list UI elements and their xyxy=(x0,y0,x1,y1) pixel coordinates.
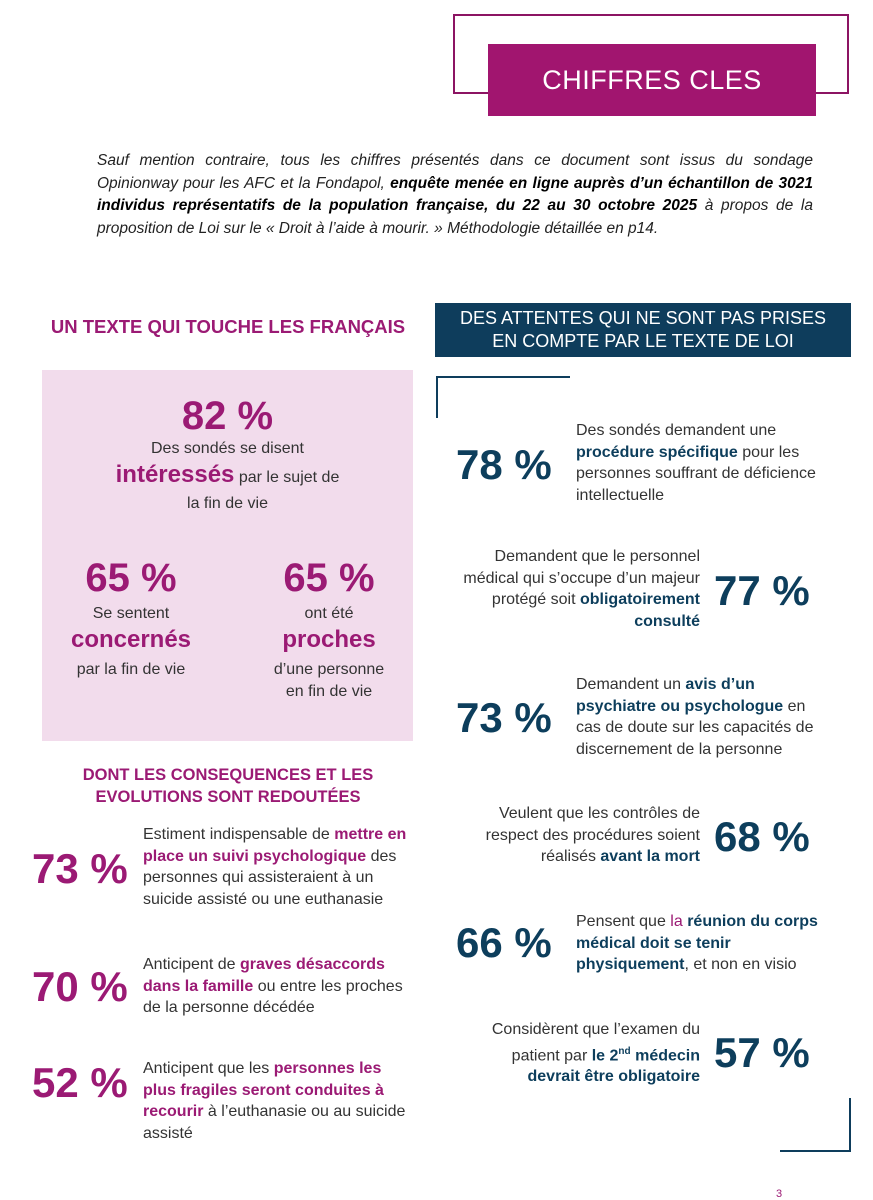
stat-82-text-line3: la fin de vie xyxy=(187,495,268,512)
right-item-6-pre: Considèrent que l’examen du patient par xyxy=(491,1021,700,1064)
stat-65a-text-line3: par la fin de vie xyxy=(76,661,186,678)
right-item-5-percent: 66 % xyxy=(456,919,552,966)
left-item-2-pre: Anticipent de xyxy=(143,956,240,973)
left-item-2-percent: 70 % xyxy=(32,963,128,1010)
right-item-1-post: pour les personnes souffrant de déficience intellectuelle xyxy=(576,443,816,504)
right-item-3-percent: 73 % xyxy=(456,694,552,741)
intro-bold-text: enquête menée en ligne auprès d’un échantillon de 3021 individus représentatifs de la population française, du 22 au 30 octobre 2025 xyxy=(97,174,813,214)
right-item-5-text xyxy=(576,911,838,976)
stat-82-text-line1: Des sondés se disent xyxy=(151,440,304,457)
right-item-6-text xyxy=(466,1019,700,1088)
left-item-2-post: ou entre les proches de la personne décédée xyxy=(143,977,403,1016)
right-item-1-bold: procédure spécifique xyxy=(576,443,738,461)
stat-82-keyword: intéressés xyxy=(115,461,235,488)
page-title: CHIFFRES CLES xyxy=(488,44,816,116)
left-item-1-post: des personnes qui assisteraient à un suicide assisté ou une euthanasie xyxy=(143,847,397,908)
stat-65b-text-b: en fin de vie xyxy=(285,683,373,700)
stat-65b-text-a: d’une personne xyxy=(273,661,385,678)
page-number: 3 xyxy=(776,1188,783,1200)
left-item-1-pre: Estiment indispensable de xyxy=(143,826,335,843)
right-item-1-percent: 78 % xyxy=(456,441,552,488)
right-item-2-percent: 77 % xyxy=(714,567,810,614)
right-item-4-bold: avant la mort xyxy=(600,848,700,865)
left-item-3-post: à l’euthanasie ou au suicide assisté xyxy=(143,1103,406,1142)
right-item-3-bold: avis d’un psychiatre ou psychologue xyxy=(576,676,784,715)
left-subheading xyxy=(42,764,414,808)
left-item-1-bold: mettre en place un suivi psychologique xyxy=(143,826,407,865)
right-item-3-text xyxy=(576,674,834,760)
right-item-2-text xyxy=(456,546,700,632)
right-item-5-pre: Pensent que xyxy=(576,913,671,930)
right-item-6-percent: 57 % xyxy=(714,1029,810,1076)
stat-65b-percent: 65 % xyxy=(283,556,375,600)
left-subheading-line2: EVOLUTIONS SONT REDOUTÉES xyxy=(95,788,361,806)
right-item-2-bold: obligatoirement consulté xyxy=(579,591,700,630)
right-item-3-post: en cas de doute sur les capacités de discernement de la personne xyxy=(576,697,814,758)
intro-text-end: à propos de la proposition de Loi sur le « Droit à l’aide à mourir. » Méthodologie détaillée en p14. xyxy=(97,197,813,237)
right-item-1-text xyxy=(576,420,836,506)
right-item-4-percent: 68 % xyxy=(714,813,810,860)
right-item-6-bold2: médecin devrait être obligatoire xyxy=(527,1046,700,1086)
left-item-2-text xyxy=(143,954,413,1019)
stat-82-percent: 82 % xyxy=(181,394,274,438)
left-item-3-percent: 52 % xyxy=(32,1059,128,1106)
right-item-6-bold: le 2 xyxy=(591,1046,619,1064)
right-heading-line1: DES ATTENTES QUI NE SONT PAS PRISES xyxy=(459,308,827,328)
right-item-5-bold: réunion du corps médical doit se tenir physiquement xyxy=(576,913,818,973)
stat-65a-text-line1: Se sentent xyxy=(92,605,170,622)
right-item-5-article: la xyxy=(670,913,688,930)
left-item-2-bold: graves désaccords dans la famille xyxy=(143,956,385,995)
right-item-4-pre: Veulent que les contrôles de respect des procédures soient réalisés xyxy=(485,805,700,865)
left-item-1-text xyxy=(143,824,413,910)
left-subheading-line1: DONT LES CONSEQUENCES ET LES xyxy=(82,766,374,784)
right-item-4-text xyxy=(466,803,700,868)
right-section-heading xyxy=(435,303,851,357)
stat-82-text-line2 xyxy=(42,461,413,489)
right-item-5-post: , et non en visio xyxy=(684,956,797,973)
left-section-heading: UN TEXTE QUI TOUCHE LES FRANÇAIS xyxy=(50,316,406,337)
right-item-1-pre: Des sondés demandent une xyxy=(576,422,777,439)
left-item-1-percent: 73 % xyxy=(32,845,128,892)
right-item-2-pre: Demandent que le personnel médical qui s’occupe d’un majeur protégé soit xyxy=(463,548,700,608)
right-item-6-sup: nd xyxy=(618,1045,631,1057)
right-heading-line2: EN COMPTE PAR LE TEXTE DE LOI xyxy=(492,331,794,351)
left-item-3-pre: Anticipent que les xyxy=(143,1060,274,1077)
right-item-3-pre: Demandent un xyxy=(576,676,686,693)
left-item-3-bold: personnes les plus fragiles seront conduites à recourir xyxy=(143,1060,384,1120)
intro-paragraph xyxy=(97,150,813,240)
stat-82-text-rest: par le sujet de xyxy=(234,469,340,486)
stat-65a-keyword: concernés xyxy=(70,626,192,653)
left-item-3-text xyxy=(143,1058,413,1144)
stat-65a-percent: 65 % xyxy=(85,556,177,600)
intro-text: Sauf mention contraire, tous les chiffres présentés dans ce document sont issus du sondage Opinionway pour les AFC et la Fondapol, xyxy=(97,152,813,192)
stat-65b-text-line1: ont été xyxy=(304,605,354,622)
stat-65b-keyword: proches xyxy=(282,626,376,653)
stat-65b-text-line3 xyxy=(238,659,420,703)
